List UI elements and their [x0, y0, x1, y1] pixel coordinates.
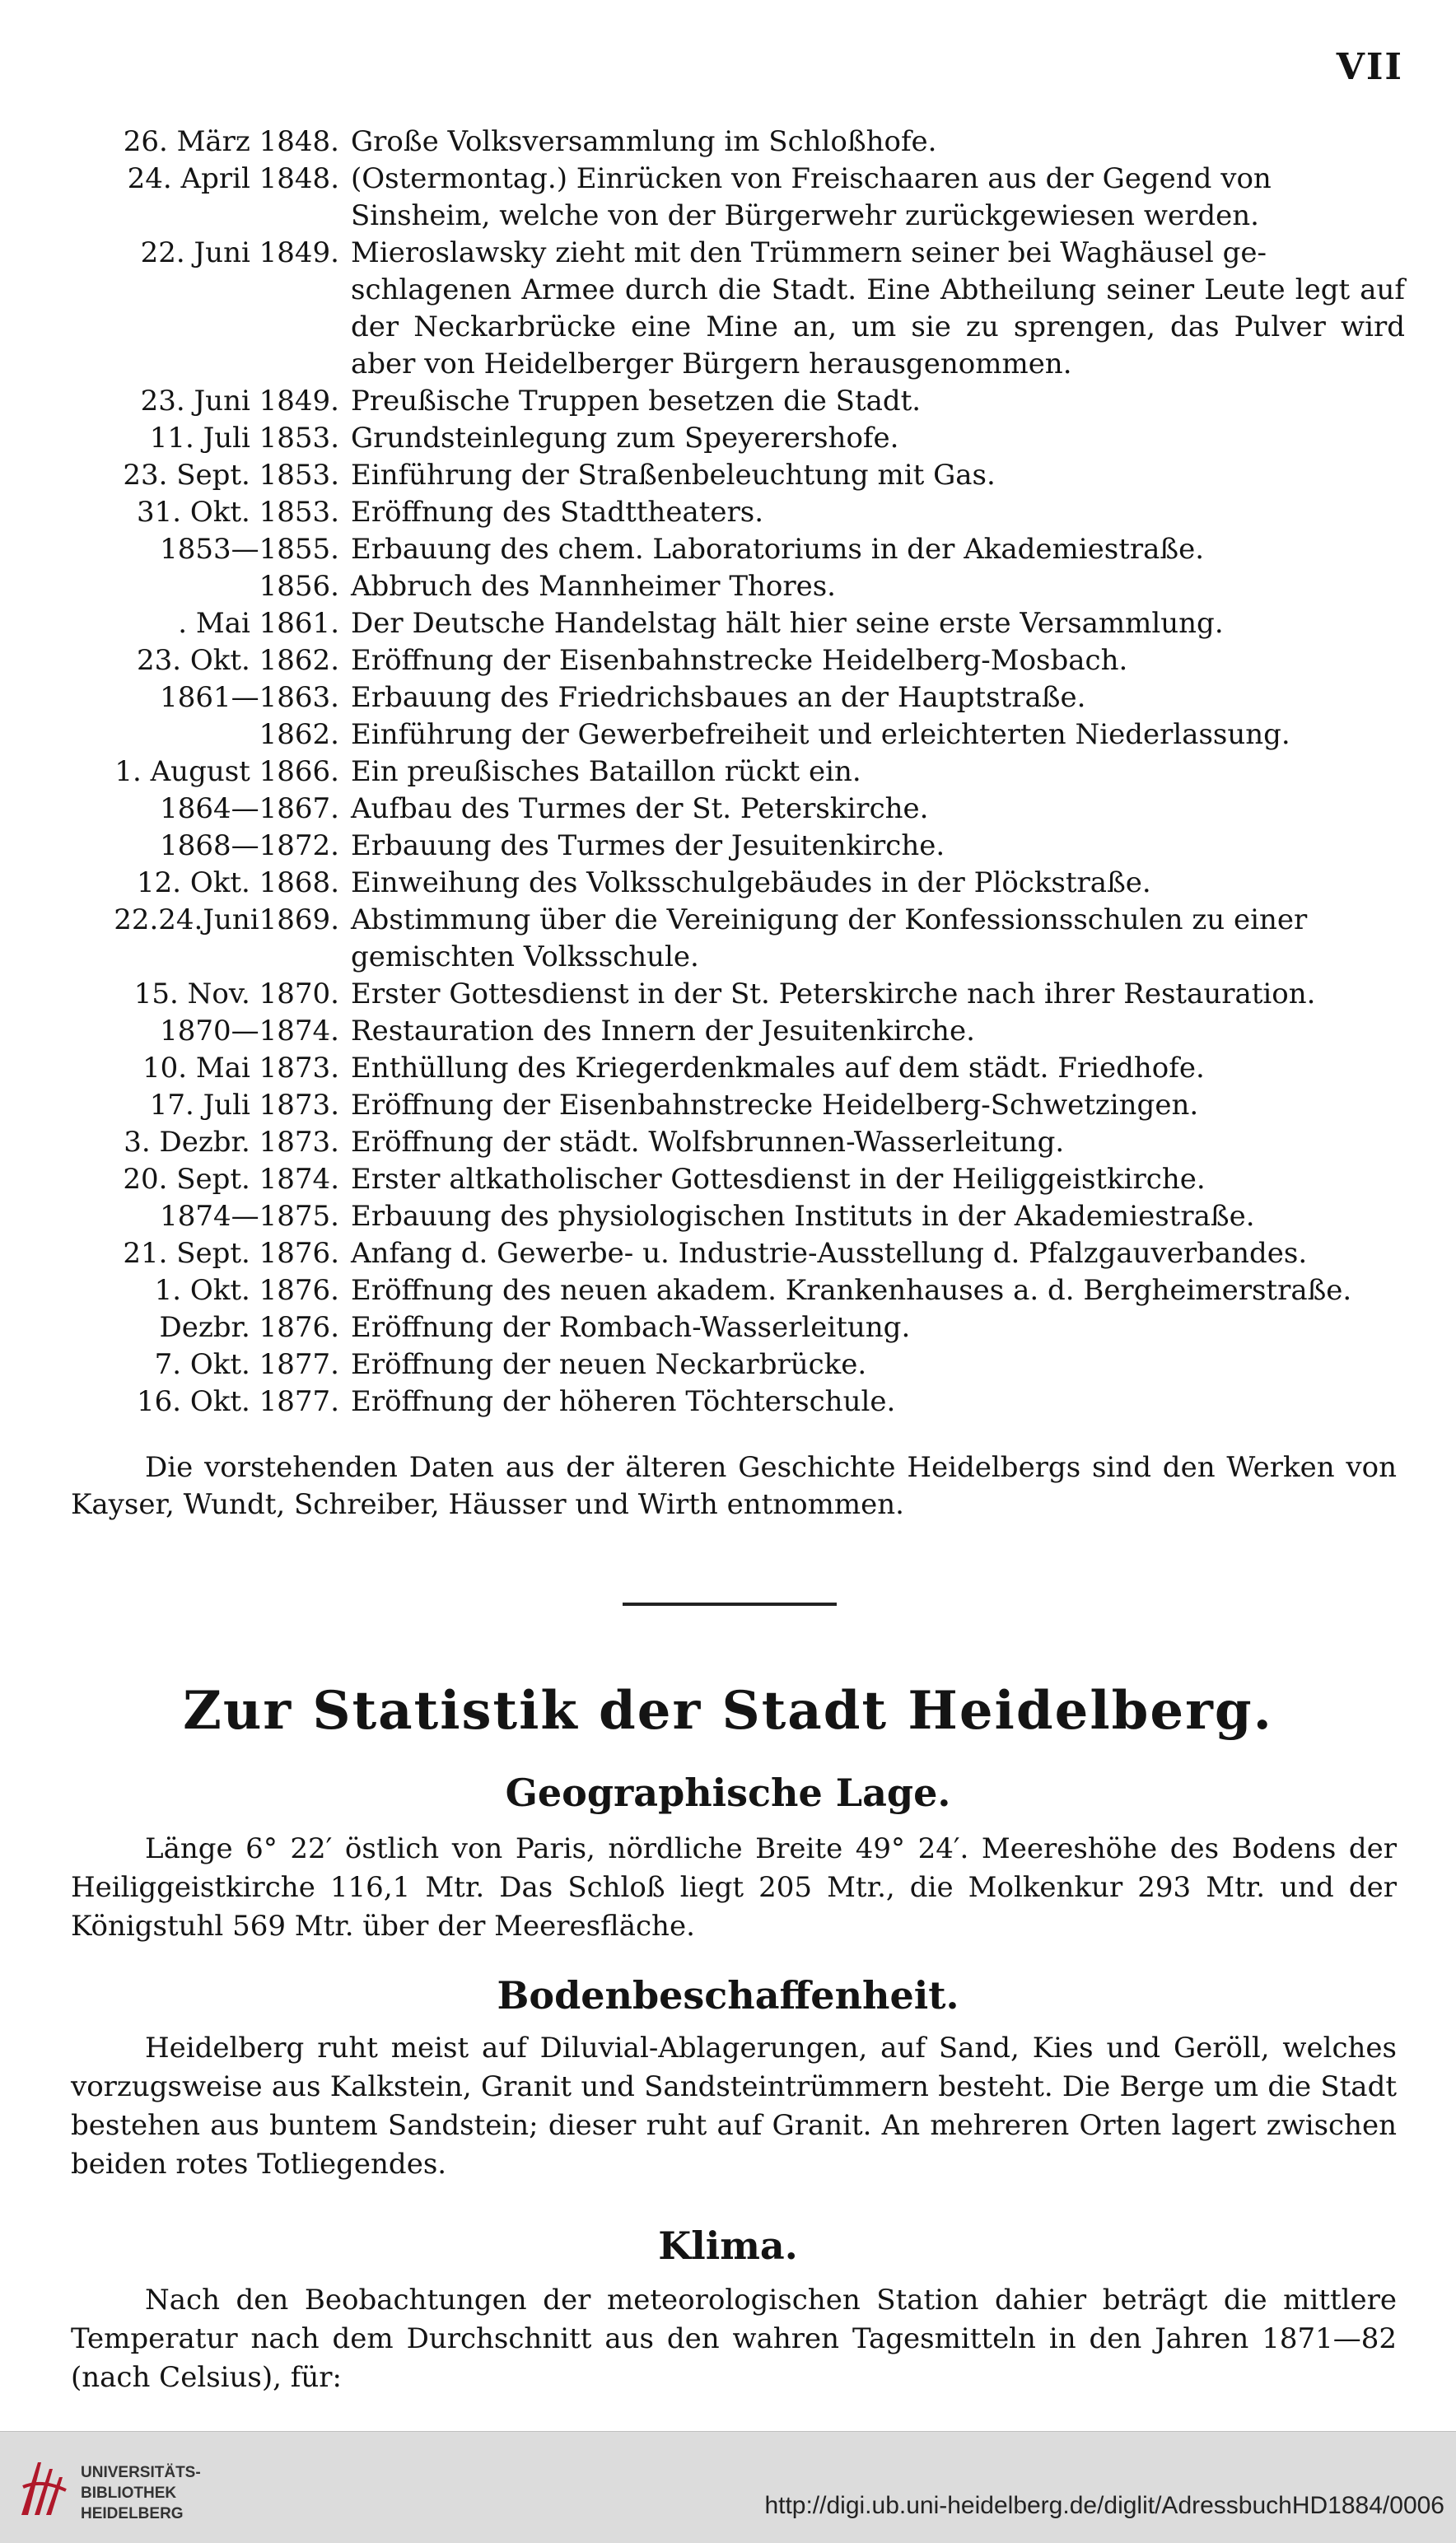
chronology-entry — [0, 568, 1456, 605]
chronology-entry — [0, 902, 1456, 939]
library-name-line: HEIDELBERG — [81, 2505, 184, 2522]
climate-text: Nach den Beobachtungen der meteorologischen Station dahier beträgt die mittlere Temperatur nach dem Durchschnitt aus den wahren Tagesmitteln in den Jahren 1871—82 (nach Celsius), für: — [71, 2284, 1397, 2394]
entry-event: Grundsteinlegung zum Speyerershofe. — [351, 422, 899, 455]
entry-date: 1861—1863. — [160, 681, 339, 714]
entry-date: Dezbr. 1876. — [159, 1311, 339, 1344]
entry-event: Preußische Truppen besetzen die Stadt. — [351, 385, 922, 418]
library-name — [81, 2462, 201, 2524]
chronology-entry — [0, 1235, 1456, 1272]
entry-date: 16. Okt. 1877. — [137, 1385, 339, 1418]
chronology-entry — [0, 161, 1456, 198]
chronology-entry — [0, 124, 1456, 161]
entry-event: Einweihung des Volksschulgebäudes in der Plöckstraße. — [351, 866, 1151, 899]
entry-event: Aufbau des Turmes der St. Peterskirche. — [351, 792, 929, 825]
footer-bar — [0, 2431, 1456, 2543]
statistics-heading: Zur Statistik der Stadt Heidelberg. — [183, 1680, 1273, 1742]
entry-event: Erster altkatholischer Gottesdienst in der Heiliggeistkirche. — [351, 1163, 1206, 1196]
entry-event: Erbauung des physiologischen Instituts in der Akademiestraße. — [351, 1200, 1255, 1233]
entry-event: Große Volksversammlung im Schloßhofe. — [351, 125, 937, 158]
chronology-entry — [0, 531, 1456, 568]
source-note: Die vorstehenden Daten aus der älteren Geschichte Heidelbergs sind den Werken von Kayser, Wundt, Schreiber, Häusser und Wirth entnommen. — [71, 1451, 1397, 1521]
entry-event: Eröffnung des Stadttheaters. — [351, 496, 764, 529]
library-name-line: UNIVERSITÄTS- — [81, 2464, 201, 2481]
entry-date: 17. Juli 1873. — [149, 1089, 339, 1122]
entry-event: Eröffnung der Eisenbahnstrecke Heidelberg-Schwetzingen. — [351, 1089, 1199, 1122]
chronology-entry — [0, 1050, 1456, 1087]
chronology-entry — [0, 642, 1456, 679]
entry-date: 11. Juli 1853. — [149, 422, 339, 455]
chronology-entry — [0, 1013, 1456, 1050]
entry-event: Einführung der Straßenbeleuchtung mit Gas. — [351, 459, 996, 492]
chronology-entry — [0, 457, 1456, 494]
chronology-entry — [0, 1161, 1456, 1198]
chronology-entry — [0, 1346, 1456, 1383]
entry-date: 3. Dezbr. 1873. — [124, 1126, 339, 1159]
entry-continuation: gemischten Volksschule. — [351, 940, 699, 973]
entry-date: 15. Nov. 1870. — [133, 978, 339, 1010]
entry-event: Erbauung des chem. Laboratoriums in der Akademiestraße. — [351, 533, 1205, 566]
entry-event: Mieroslawsky zieht mit den Trümmern seiner bei Waghäusel ge- — [351, 236, 1267, 269]
chronology-entry — [0, 1309, 1456, 1346]
entry-date: 1856. — [259, 570, 339, 603]
entry-date: 1862. — [259, 718, 339, 751]
entry-date: . Mai 1861. — [178, 607, 339, 640]
entry-event: Erbauung des Turmes der Jesuitenkirche. — [351, 829, 945, 862]
chronology-entry — [0, 1383, 1456, 1421]
entry-event: Eröffnung der Rombach-Wasserleitung. — [351, 1311, 911, 1344]
soil-text: Heidelberg ruht meist auf Diluvial-Ablagerungen, auf Sand, Kies und Geröll, welches vorzugsweise aus Kalkstein, Granit und Sandsteintrümmern besteht. Die Berge um die Stadt bestehen aus buntem Sandstein; dieser ruht auf Granit. An mehreren Orten lagert zwischen beiden rotes Totliegendes. — [71, 2032, 1397, 2181]
entry-date: 20. Sept. 1874. — [123, 1163, 339, 1196]
entry-date: 1874—1875. — [160, 1200, 339, 1233]
entry-event: (Ostermontag.) Einrücken von Freischaaren aus der Gegend von — [351, 162, 1272, 195]
entry-date: 10. Mai 1873. — [142, 1052, 339, 1085]
section-divider — [623, 1603, 837, 1606]
chronology-entry — [0, 235, 1456, 272]
entry-event: Einführung der Gewerbefreiheit und erleichterten Niederlassung. — [351, 718, 1290, 751]
entry-event: Enthüllung des Kriegerdenkmales auf dem städt. Friedhofe. — [351, 1052, 1205, 1085]
entry-event: Erbauung des Friedrichsbaues an der Hauptstraße. — [351, 681, 1086, 714]
entry-event: Der Deutsche Handelstag hält hier seine erste Versammlung. — [351, 607, 1224, 640]
entry-event: Abbruch des Mannheimer Thores. — [351, 570, 836, 603]
entry-date: 1864—1867. — [160, 792, 339, 825]
source-url-link[interactable]: http://digi.ub.uni-heidelberg.de/diglit/AdressbuchHD1884/0006 — [764, 2492, 1444, 2519]
geography-text: Länge 6° 22′ östlich von Paris, nördliche Breite 49° 24′. Meereshöhe des Bodens der Heiliggeistkirche 116,1 Mtr. Das Schloß liegt 205 Mtr., die Molkenkur 293 Mtr. und der Königstuhl 569 Mtr. über der Meeresfläche. — [71, 1832, 1397, 1943]
chronology-entry — [0, 1124, 1456, 1161]
chronology-list — [0, 124, 1456, 1421]
entry-event: Eröffnung der städt. Wolfsbrunnen-Wasserleitung. — [351, 1126, 1065, 1159]
entry-date: 22. Juni 1849. — [140, 236, 339, 269]
entry-event: Erster Gottesdienst in der St. Peterskirche nach ihrer Restauration. — [351, 978, 1316, 1010]
entry-date: 26. März 1848. — [123, 125, 339, 158]
entry-event: Abstimmung über die Vereinigung der Konfessionsschulen zu einer — [351, 903, 1308, 936]
chronology-entry — [0, 976, 1456, 1013]
page-number: VII — [1336, 46, 1403, 88]
entry-event: Restauration des Innern der Jesuitenkirche. — [351, 1015, 975, 1048]
geography-heading: Geographische Lage. — [505, 1771, 951, 1815]
entry-date: 21. Sept. 1876. — [123, 1237, 339, 1270]
chronology-entry — [0, 1272, 1456, 1309]
entry-date: 24. April 1848. — [127, 162, 339, 195]
entry-event: Eröffnung der neuen Neckarbrücke. — [351, 1348, 867, 1381]
chronology-entry — [0, 420, 1456, 457]
entry-continuation: Sinsheim, welche von der Bürgerwehr zurückgewiesen werden. — [351, 199, 1259, 232]
entry-event: Eröffnung des neuen akadem. Krankenhauses a. d. Bergheimerstraße. — [351, 1274, 1352, 1307]
chronology-entry — [0, 679, 1456, 716]
entry-continuation: schlagenen Armee durch die Stadt. Eine Abtheilung seiner Leute legt auf der Neckarbrücke eine Mine an, um sie zu sprengen, das Pulver wird aber von Heidelberger Bürgern herausgenommen. — [351, 273, 1405, 380]
entry-date: 31. Okt. 1853. — [137, 496, 339, 529]
entry-date: 1870—1874. — [160, 1015, 339, 1048]
climate-heading: Klima. — [658, 2223, 798, 2268]
chronology-entry — [0, 791, 1456, 828]
entry-event: Anfang d. Gewerbe- u. Industrie-Ausstellung d. Pfalzgauverbandes. — [351, 1237, 1308, 1270]
chronology-entry — [0, 383, 1456, 420]
chronology-entry — [0, 828, 1456, 865]
entry-date: 23. Okt. 1862. — [137, 644, 339, 677]
chronology-entry — [0, 1198, 1456, 1235]
chronology-entry — [0, 754, 1456, 791]
entry-date: 1. Okt. 1876. — [154, 1274, 339, 1307]
entry-date: 1. August 1866. — [114, 755, 339, 788]
entry-event: Eröffnung der Eisenbahnstrecke Heidelberg-Mosbach. — [351, 644, 1128, 677]
entry-event: Ein preußisches Bataillon rückt ein. — [351, 755, 861, 788]
chronology-entry — [0, 716, 1456, 754]
chronology-entry — [0, 605, 1456, 642]
chronology-entry — [0, 865, 1456, 902]
entry-date: 1868—1872. — [160, 829, 339, 862]
soil-heading: Bodenbeschaffenheit. — [497, 1973, 959, 2018]
entry-date: 22.24.Juni1869. — [114, 903, 339, 936]
entry-date: 7. Okt. 1877. — [154, 1348, 339, 1381]
entry-date: 23. Juni 1849. — [140, 385, 339, 418]
library-name-line: BIBLIOTHEK — [81, 2485, 177, 2502]
entry-event: Eröffnung der höheren Töchterschule. — [351, 1385, 896, 1418]
entry-date: 1853—1855. — [160, 533, 339, 566]
chronology-entry — [0, 1087, 1456, 1124]
entry-date: 12. Okt. 1868. — [137, 866, 339, 899]
chronology-entry — [0, 494, 1456, 531]
entry-date: 23. Sept. 1853. — [123, 459, 339, 492]
library-logo-icon — [16, 2454, 74, 2520]
